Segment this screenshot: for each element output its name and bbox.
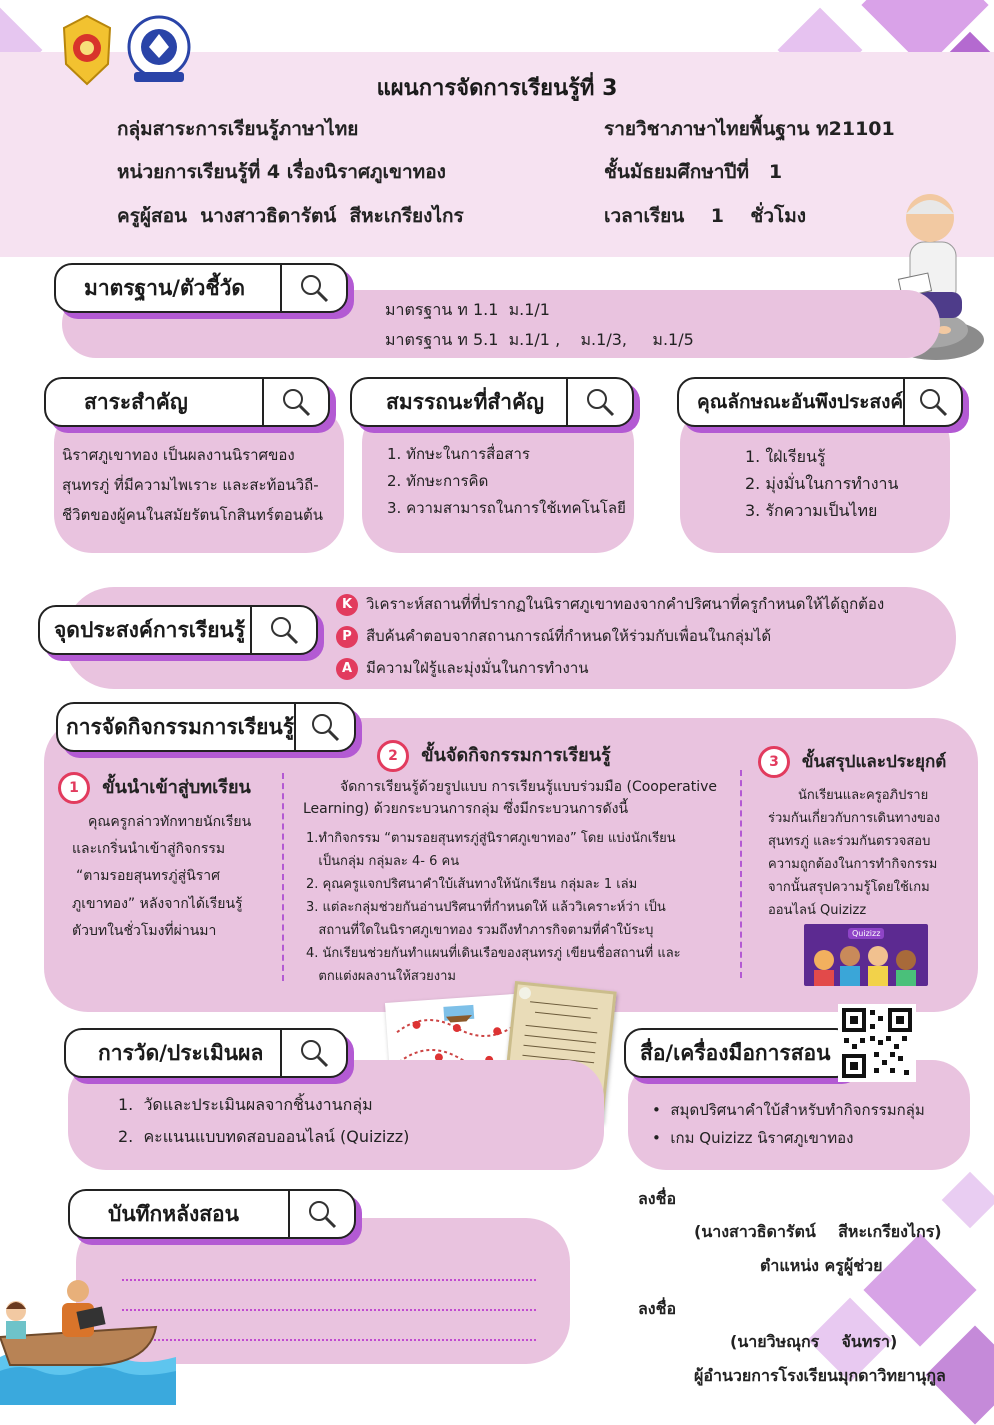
media-item-2-text: เกม Quizizz นิราศภูเขาทอง (670, 1129, 854, 1147)
signer-name-1: (นางสาวธิดารัตน์ สีหะเกรียงไกร) (694, 1222, 942, 1241)
qr-code (838, 1004, 916, 1082)
subject-group: กลุ่มสาระการเรียนรู้ภาษาไทย (117, 118, 359, 140)
objectives-header (38, 605, 318, 655)
objective-k-text: วิเคราะห์สถานที่ที่ปรากฏในนิราศภูเขาทองจากคำปริศนาที่ครูกำหนดให้ได้ถูกต้อง (366, 595, 885, 613)
essence-header-label: สาระสำคัญ (84, 389, 188, 414)
step2-intro-2: Learning) ด้วยกระบวนการกลุ่ม ซึ่งมีกระบวนการดังนี้ (303, 801, 629, 817)
step2-line-3: 2. คุณครูแจกปริศนาคำใบ้เส้นทางให้นักเรียน กลุ่มละ 1 เล่ม (306, 877, 638, 892)
activities-header-label: การจัดกิจกรรมการเรียนรู้ (66, 714, 295, 739)
magnifier-icon (280, 1030, 346, 1076)
media-header (624, 1028, 854, 1078)
magnifier-icon (250, 607, 316, 653)
step3-line-5: จากนั้นสรุปความรู้โดยใช้เกม (768, 880, 930, 895)
notes-header-label: บันทึกหลังสอน (108, 1201, 239, 1226)
step2-line-1: 1.ทำกิจกรรม “ตามรอยสุนทรภู่สู่นิราศภูเขาทอง” โดย แบ่งนักเรียน (306, 831, 676, 846)
step2-line-5: สถานที่ใดในนิราศภูเขาทอง รวมถึงทำภารกิจตามที่คำใบ้ระบุ (306, 923, 654, 938)
quizizz-logo: Quizizz (848, 928, 884, 939)
activities-header (56, 702, 356, 752)
step3-line-6: ออนไลน์ Quizizz (768, 903, 867, 918)
notes-header (68, 1189, 356, 1239)
step2-line-2: เป็นกลุ่ม กลุ่มละ 4- 6 คน (306, 854, 460, 869)
standards-header-label: มาตรฐาน/ตัวชี้วัด (84, 275, 246, 300)
unit-title: หน่วยการเรียนรู้ที่ 4 เรื่องนิราศภูเขาทอง (117, 161, 446, 183)
competency-header (350, 377, 634, 427)
signer-name-2: (นายวิษณุกร จันทรา) (730, 1332, 898, 1351)
step1-title (58, 772, 251, 804)
step1-line-2: และเกริ่นนำเข้าสู่กิจกรรม (72, 841, 226, 857)
note-line[interactable] (122, 1339, 536, 1341)
sign-label-1: ลงชื่อ (638, 1189, 677, 1208)
step3-number: 3 (758, 746, 790, 778)
step2-title-text: ขั้นจัดกิจกรรมการเรียนรู้ (421, 745, 611, 766)
standard-line-1: มาตรฐาน ท 1.1 ม.1/1 (385, 300, 550, 319)
decor-diamond (942, 1172, 994, 1229)
signer-position-1: ตำแหน่ง ครูผู้ช่วย (760, 1256, 883, 1275)
competency-item-2: 2. ทักษะการคิด (387, 472, 489, 490)
step2-title (377, 740, 611, 772)
step1-number: 1 (58, 772, 90, 804)
step1-line-5: ตัวบทในชั่วโมงที่ผ่านมา (72, 923, 217, 939)
objective-p-text: สืบค้นคำตอบจากสถานการณ์ที่กำหนดให้ร่วมกับเพื่อนในกลุ่มได้ (366, 627, 772, 645)
step2-line-6: 4. นักเรียนช่วยกันทำแผนที่เดินเรือของสุนทรภู่ เขียนชื่อสถานที่ และ (306, 946, 681, 961)
bullet-icon: • (652, 1101, 661, 1119)
objective-k (336, 592, 884, 616)
step3-line-2: ร่วมกันเกี่ยวกับการเดินทางของ (768, 811, 941, 826)
note-line[interactable] (122, 1279, 536, 1281)
magnifier-icon (262, 379, 328, 425)
note-line[interactable] (122, 1309, 536, 1311)
page-title: แผนการจัดการเรียนรู้ที่ 3 (376, 76, 618, 101)
badge-a: A (336, 658, 358, 680)
boat-illustration (0, 1275, 176, 1405)
magnifier-icon (280, 265, 346, 311)
step2-line-4: 3. แต่ละกลุ่มช่วยกันอ่านปริศนาที่กำหนดให้ แล้ววิเคราะห์ว่า เป็น (306, 900, 666, 915)
step2-line-7: ตกแต่งผลงานให้สวยงาม (306, 969, 456, 984)
evaluation-item-2: 2. คะแนนแบบทดสอบออนไลน์ (Quizizz) (118, 1127, 410, 1146)
divider (282, 773, 284, 981)
step3-line-3: สุนทรภู่ และร่วมกันตรวจสอบ (768, 834, 931, 849)
sign-label-2: ลงชื่อ (638, 1299, 677, 1318)
characteristics-header-label: คุณลักษณะอันพึงประสงค์ (697, 391, 904, 413)
quizizz-image (804, 924, 928, 986)
essence-line-3: ชีวิตของผู้คนในสมัยรัตนโกสินทร์ตอนต้น (62, 506, 323, 524)
objective-p (336, 624, 771, 648)
study-time: เวลาเรียน 1 ชั่วโมง (604, 205, 807, 227)
essence-header (44, 377, 330, 427)
grade-level: ชั้นมัธยมศึกษาปีที่ 1 (604, 161, 783, 183)
characteristics-item-3: 3. รักความเป็นไทย (745, 501, 878, 520)
step3-line-1: นักเรียนและครูอภิปราย (798, 788, 929, 803)
course-code: รายวิชาภาษาไทยพื้นฐาน ท21101 (604, 118, 895, 140)
evaluation-header (64, 1028, 348, 1078)
badge-p: P (336, 626, 358, 648)
media-item-1 (652, 1098, 925, 1122)
step1-title-text: ขั้นนำเข้าสู่บทเรียน (102, 777, 251, 798)
evaluation-item-1: 1. วัดและประเมินผลจากชิ้นงานกลุ่ม (118, 1095, 373, 1114)
bullet-icon: • (652, 1129, 661, 1147)
magnifier-icon (903, 379, 961, 425)
step2-number: 2 (377, 740, 409, 772)
step1-line-4: ภูเขาทอง” หลังจากได้เรียนรู้ (72, 896, 243, 912)
media-item-1-text: สมุดปริศนาคำใบ้สำหรับทำกิจกรรมกลุ่ม (670, 1101, 925, 1119)
magnifier-icon (288, 1191, 354, 1237)
essence-line-1: นิราศภูเขาทอง เป็นผลงานนิราศของ (62, 446, 295, 464)
teacher-name: ครูผู้สอน นางสาวธิดารัตน์ สีหะเกรียงไกร (117, 205, 464, 227)
media-item-2 (652, 1126, 853, 1150)
media-header-label: สื่อ/เครื่องมือการสอน (640, 1040, 831, 1065)
step3-line-4: ความถูกต้องในการทำกิจกรรม (768, 857, 938, 872)
standards-header (54, 263, 348, 313)
step3-title (758, 746, 946, 778)
objectives-header-label: จุดประสงค์การเรียนรู้ (54, 617, 246, 642)
signer-position-2: ผู้อำนวยการโรงเรียนมุกดาวิทยานุกูล (694, 1366, 946, 1385)
badge-k: K (336, 594, 358, 616)
characteristics-header (677, 377, 963, 427)
competency-header-label: สมรรถนะที่สำคัญ (386, 389, 544, 414)
competency-item-3: 3. ความสามารถในการใช้เทคโนโลยี (387, 499, 626, 517)
standard-line-2: มาตรฐาน ท 5.1 ม.1/1 , ม.1/3, ม.1/5 (385, 330, 694, 349)
step1-line-3: “ตามรอยสุนทรภู่สู่นิราศ (76, 868, 221, 884)
step1-line-1: คุณครูกล่าวทักทายนักเรียน (88, 814, 252, 830)
competency-item-1: 1. ทักษะในการสื่อสาร (387, 445, 530, 463)
objective-a-text: มีความใฝ่รู้และมุ่งมั่นในการทำงาน (366, 659, 589, 677)
divider (740, 770, 742, 978)
magnifier-icon (566, 379, 632, 425)
objective-a (336, 656, 589, 680)
characteristics-item-1: 1. ใฝ่เรียนรู้ (745, 447, 826, 466)
step3-title-text: ขั้นสรุปและประยุกต์ (801, 752, 947, 772)
step2-intro-1: จัดการเรียนรู้ด้วยรูปแบบ การเรียนรู้แบบร่วมมือ (Cooperative (340, 779, 717, 795)
evaluation-header-label: การวัด/ประเมินผล (98, 1040, 264, 1065)
essence-line-2: สุนทรภู่ ที่มีความไพเราะ และสะท้อนวิถี- (62, 476, 319, 494)
characteristics-item-2: 2. มุ่งมั่นในการทำงาน (745, 474, 899, 493)
magnifier-icon (294, 704, 354, 750)
